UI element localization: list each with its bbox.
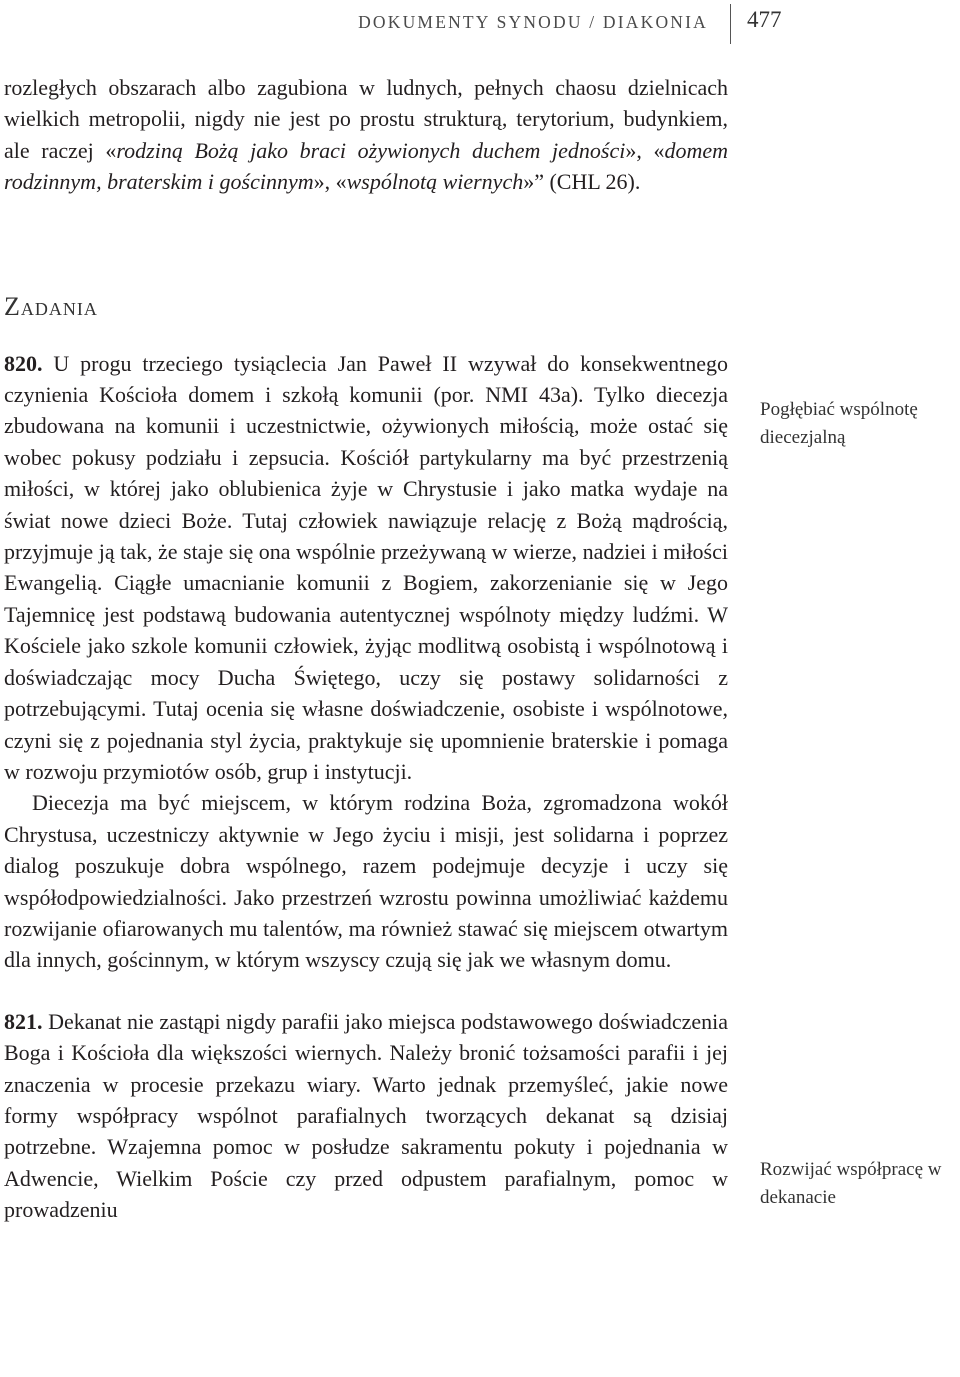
running-title: DOKUMENTY SYNODU / DIAKONIA (358, 12, 708, 32)
paragraph-gap (4, 976, 728, 1006)
paragraph-821-text: Dekanat nie zastąpi nigdy parafii jako miejsca podstawowego doświadczenia Boga i Kościoła dla większości wiernych. Należy bronić tożsamości parafii i jej znaczenia w procesie przekazu wiary. Warto jednak przemyśleć, jakie nowe formy współpracy wspólnot parafialnych tworzących dekanat są dzisiaj potrzebne. Wzajemna pomoc w posłudze sakramentu pokuty i pojednania w Adwencie, Wielkim Poście czy przed odpustem parafialnym, pomoc w prowadzeniu (4, 1008, 728, 1223)
intro-quote-1: rodziną Bożą jako braci ożywionych duchem jedności (116, 137, 626, 163)
section-heading: Zadania (4, 291, 98, 321)
paragraph-820 (4, 348, 728, 788)
paragraph-821 (4, 1006, 728, 1226)
intro-paragraph (4, 72, 728, 198)
paragraph-number-820: 820. (4, 350, 43, 376)
paragraph-820-text: U progu trzeciego tysiąclecia Jan Paweł II wzywał do konsekwentnego czynienia Kościoła domem i szkołą komunii (por. NMI 43a). Tylko diecezja zbudowana na komunii i uczestnictwie, ożywionych miłością, może ostać się wobec pokusy podziału i zepsucia. Kościół partykularny ma być przestrzenią miłości, w której jako oblubienica żyje w Chrystusie i jako matka wydaje na świat nowe dzieci Boże. Tutaj człowiek nawiązuje relację z Bożą mądrością, przyjmuje ją tak, że staje się ona wspólnie przeżywaną w wierze, nadziei i miłości Ewangelią. Ciągłe umacnianie komunii z Bogiem, zakorzenianie się w Jego Tajemnicę jest podstawą budowania autentycznej wspólnoty między ludźmi. W Kościele jako szkole komunii człowiek, żyjąc modlitwą osobistą i wspólnotową i doświadczając mocy Ducha Świętego, uczy się postawy solidarności z potrzebującymi. Tutaj ocenia się własne doświadczenie, osobiste i wspólnotowe, czyni się z pojednania styl życia, praktykuje się upomnienie braterskie i pomaga w rozwoju przymiotów osób, grup i instytucji. (4, 350, 728, 784)
paragraph-820-continuation: Diecezja ma być miejscem, w którym rodzina Boża, zgromadzona wokół Chrystusa, uczestniczy aktywnie w Jego życiu i misji, jest solidarna i poprzez dialog poszukuje dobra wspólnego, razem podejmuje decyzje i uczy się współodpowiedzialności. Jako przestrzeń wzrostu powinna umożliwiać każdemu rozwijanie ofiarowanych mu talentów, ma również stawać się miejscem otwartym dla innych, gościnnym, w którym wszyscy czują się jak we własnym domu. (4, 790, 728, 973)
page-number: 477 (747, 7, 782, 32)
margin-note-821: Rozwijać współpracę w dekanacie (760, 1159, 942, 1208)
intro-text-1: rozległych obszarach albo zagubiona w ludnych, pełnych chaosu dzielnicach wielkich metropolii, nigdy nie jest po prostu strukturą, terytorium, budynkiem, ale raczej « (4, 75, 728, 163)
paragraph-number-821: 821. (4, 1008, 43, 1034)
main-text-column (4, 72, 728, 1226)
header-divider (730, 4, 731, 44)
intro-text-3: », « (313, 169, 347, 195)
intro-quote-3: wspólnotą wiernych (346, 169, 524, 195)
intro-quote-2: domem rodzinnym, braterskim i gościnnym (4, 137, 729, 195)
intro-text-2: », « (625, 137, 665, 163)
margin-note-820: Pogłębiać wspólnotę diecezjalną (760, 399, 918, 448)
page-header (0, 8, 960, 38)
intro-text-4: »” (CHL 26). (523, 169, 641, 195)
